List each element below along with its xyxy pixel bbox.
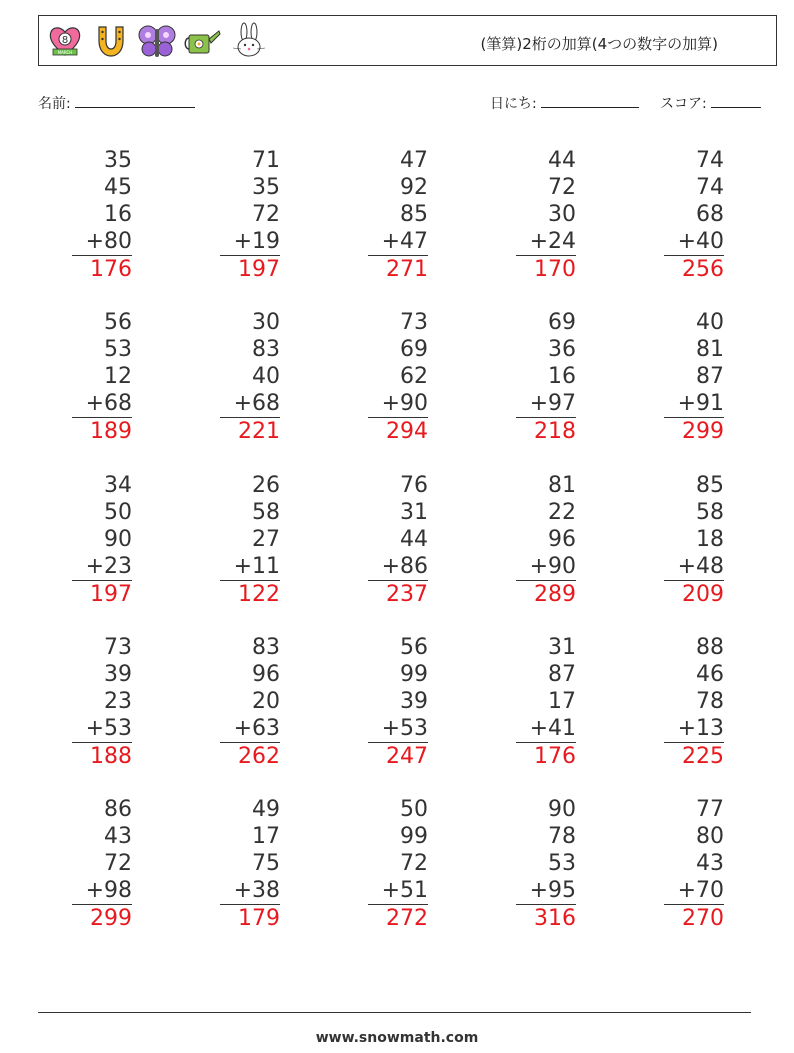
heart-icon <box>45 21 85 61</box>
addend: 74 <box>696 175 724 200</box>
addend: 43 <box>696 851 724 876</box>
answer: 218 <box>534 419 576 444</box>
addend: 83 <box>252 337 280 362</box>
answer: 289 <box>534 582 576 607</box>
addend: 87 <box>696 364 724 389</box>
answer: 176 <box>90 257 132 282</box>
problem-23 <box>368 796 428 932</box>
problem-22 <box>220 796 280 932</box>
worksheet-header <box>38 15 777 66</box>
addend: 81 <box>696 337 724 362</box>
addend-last: +11 <box>220 553 280 581</box>
addend: 71 <box>252 148 280 173</box>
addend-last: +68 <box>220 390 280 418</box>
addend-last: +68 <box>72 390 132 418</box>
addend: 96 <box>548 527 576 552</box>
answer: 197 <box>90 582 132 607</box>
score-line[interactable] <box>711 93 761 108</box>
addend: 30 <box>252 310 280 335</box>
bunny-icon <box>229 21 269 61</box>
addend: 77 <box>696 797 724 822</box>
answer: 197 <box>238 257 280 282</box>
addend-last: +91 <box>664 390 724 418</box>
addend: 44 <box>400 527 428 552</box>
heart-number: 8 <box>61 35 69 46</box>
answer: 294 <box>386 419 428 444</box>
problem-3 <box>368 147 428 283</box>
addend: 69 <box>548 310 576 335</box>
addend: 85 <box>400 202 428 227</box>
addend: 36 <box>548 337 576 362</box>
problem-2 <box>220 147 280 283</box>
addend: 22 <box>548 500 576 525</box>
addend: 49 <box>252 797 280 822</box>
addend: 58 <box>696 500 724 525</box>
addend: 27 <box>252 527 280 552</box>
score-field[interactable] <box>660 93 761 113</box>
answer: 270 <box>682 906 724 931</box>
problem-5 <box>664 147 724 283</box>
addend: 31 <box>400 500 428 525</box>
addend: 80 <box>696 824 724 849</box>
addend-last: +19 <box>220 228 280 256</box>
addend: 17 <box>548 689 576 714</box>
answer: 122 <box>238 582 280 607</box>
problem-1 <box>72 147 132 283</box>
addend-last: +24 <box>516 228 576 256</box>
name-field[interactable] <box>38 93 195 113</box>
addend: 44 <box>548 148 576 173</box>
addend: 39 <box>400 689 428 714</box>
addend: 53 <box>548 851 576 876</box>
horseshoe-icon <box>91 21 131 61</box>
problem-8 <box>368 309 428 445</box>
addend-last: +38 <box>220 877 280 905</box>
addend: 56 <box>104 310 132 335</box>
problem-9 <box>516 309 576 445</box>
addend: 40 <box>696 310 724 335</box>
name-label: 名前: <box>38 96 71 112</box>
problem-20 <box>664 634 724 770</box>
addend: 62 <box>400 364 428 389</box>
addend: 81 <box>548 473 576 498</box>
addend-last: +90 <box>516 553 576 581</box>
addend: 18 <box>696 527 724 552</box>
answer: 271 <box>386 257 428 282</box>
footer-divider <box>38 1012 751 1013</box>
answer: 247 <box>386 744 428 769</box>
addend-last: +90 <box>368 390 428 418</box>
addend: 96 <box>252 662 280 687</box>
problem-25 <box>664 796 724 932</box>
worksheet-title: (筆算)2桁の加算(4つの数字の加算) <box>480 35 718 53</box>
addend-last: +86 <box>368 553 428 581</box>
addend: 17 <box>252 824 280 849</box>
answer: 272 <box>386 906 428 931</box>
answer: 299 <box>90 906 132 931</box>
addend: 78 <box>696 689 724 714</box>
problem-12 <box>220 472 280 608</box>
answer: 256 <box>682 257 724 282</box>
addend: 43 <box>104 824 132 849</box>
addend: 23 <box>104 689 132 714</box>
addend: 50 <box>104 500 132 525</box>
addend: 92 <box>400 175 428 200</box>
answer: 176 <box>534 744 576 769</box>
addend-last: +41 <box>516 715 576 743</box>
addend: 58 <box>252 500 280 525</box>
problem-6 <box>72 309 132 445</box>
problem-11 <box>72 472 132 608</box>
addend: 26 <box>252 473 280 498</box>
addend: 90 <box>548 797 576 822</box>
answer: 237 <box>386 582 428 607</box>
date-line[interactable] <box>541 93 639 108</box>
addend: 69 <box>400 337 428 362</box>
addend: 46 <box>696 662 724 687</box>
addend: 72 <box>548 175 576 200</box>
addend: 83 <box>252 635 280 660</box>
addend: 73 <box>104 635 132 660</box>
addend-last: +53 <box>72 715 132 743</box>
answer: 188 <box>90 744 132 769</box>
addend: 72 <box>104 851 132 876</box>
addend-last: +53 <box>368 715 428 743</box>
addend: 72 <box>252 202 280 227</box>
name-line[interactable] <box>75 93 195 108</box>
addend-last: +23 <box>72 553 132 581</box>
addend: 90 <box>104 527 132 552</box>
problem-4 <box>516 147 576 283</box>
addend: 99 <box>400 824 428 849</box>
addend: 99 <box>400 662 428 687</box>
problem-15 <box>664 472 724 608</box>
footer-site[interactable]: www.snowmath.com <box>315 1030 479 1046</box>
answer: 209 <box>682 582 724 607</box>
addend-last: +70 <box>664 877 724 905</box>
addend: 40 <box>252 364 280 389</box>
answer: 316 <box>534 906 576 931</box>
addend: 85 <box>696 473 724 498</box>
addend: 16 <box>104 202 132 227</box>
addend: 31 <box>548 635 576 660</box>
addend: 20 <box>252 689 280 714</box>
addend: 16 <box>548 364 576 389</box>
answer: 221 <box>238 419 280 444</box>
addend: 47 <box>400 148 428 173</box>
date-field[interactable] <box>490 93 639 113</box>
addend: 78 <box>548 824 576 849</box>
addend-last: +98 <box>72 877 132 905</box>
addend: 74 <box>696 148 724 173</box>
addend-last: +40 <box>664 228 724 256</box>
addend-last: +63 <box>220 715 280 743</box>
problem-18 <box>368 634 428 770</box>
problem-14 <box>516 472 576 608</box>
addend: 45 <box>104 175 132 200</box>
problem-21 <box>72 796 132 932</box>
addend-last: +48 <box>664 553 724 581</box>
problem-7 <box>220 309 280 445</box>
problem-16 <box>72 634 132 770</box>
date-label: 日にち: <box>490 96 537 112</box>
heart-ribbon-text: MARCH <box>57 50 73 55</box>
addend: 88 <box>696 635 724 660</box>
addend: 30 <box>548 202 576 227</box>
addend-last: +51 <box>368 877 428 905</box>
addend: 34 <box>104 473 132 498</box>
header-icons <box>45 21 269 61</box>
addend: 86 <box>104 797 132 822</box>
addend: 76 <box>400 473 428 498</box>
addend: 12 <box>104 364 132 389</box>
addend: 35 <box>252 175 280 200</box>
addend-last: +97 <box>516 390 576 418</box>
answer: 170 <box>534 257 576 282</box>
answer: 179 <box>238 906 280 931</box>
addend: 87 <box>548 662 576 687</box>
problem-17 <box>220 634 280 770</box>
watering-can-icon <box>183 21 223 61</box>
problem-19 <box>516 634 576 770</box>
score-label: スコア: <box>660 96 707 112</box>
addend: 68 <box>696 202 724 227</box>
answer: 225 <box>682 744 724 769</box>
addend: 39 <box>104 662 132 687</box>
addend: 75 <box>252 851 280 876</box>
answer: 262 <box>238 744 280 769</box>
addend: 50 <box>400 797 428 822</box>
addend: 73 <box>400 310 428 335</box>
addend: 56 <box>400 635 428 660</box>
problem-13 <box>368 472 428 608</box>
problem-24 <box>516 796 576 932</box>
addend: 72 <box>400 851 428 876</box>
addend: 53 <box>104 337 132 362</box>
addend-last: +47 <box>368 228 428 256</box>
addend-last: +95 <box>516 877 576 905</box>
butterfly-icon <box>137 21 177 61</box>
answer: 299 <box>682 419 724 444</box>
answer: 189 <box>90 419 132 444</box>
addend: 35 <box>104 148 132 173</box>
addend-last: +80 <box>72 228 132 256</box>
problem-10 <box>664 309 724 445</box>
addend-last: +13 <box>664 715 724 743</box>
